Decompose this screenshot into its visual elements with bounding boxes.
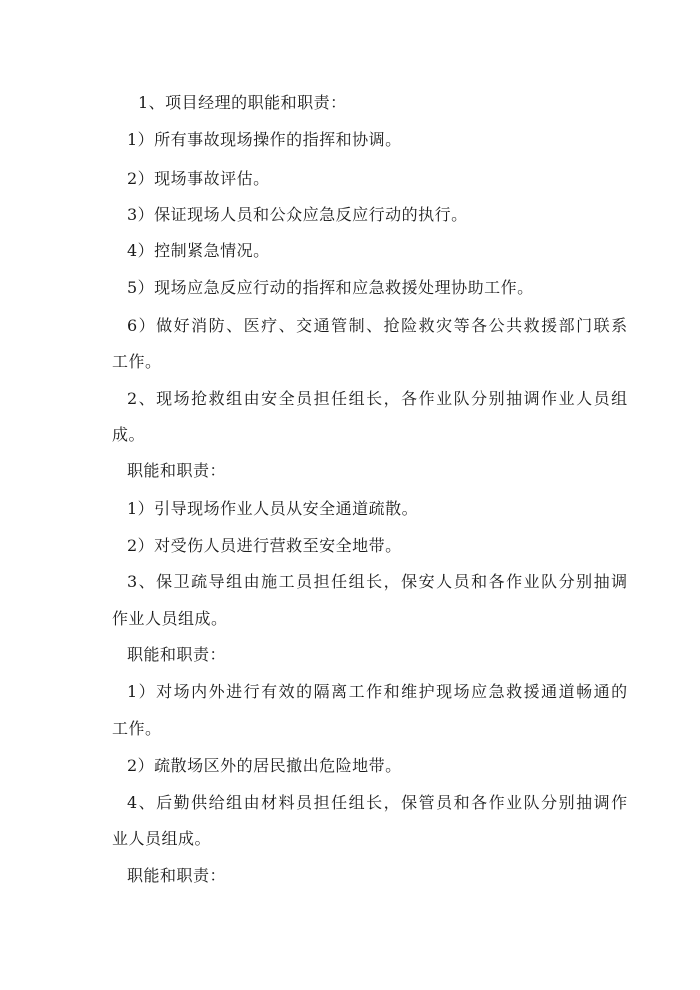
duty-item-1: 1）对场内外进行有效的隔离工作和维护现场应急救援通道畅通的 [127, 682, 629, 701]
duty-item-2: 2）现场事故评估。 [127, 169, 270, 188]
duty-item-1: 1）所有事故现场操作的指挥和协调。 [127, 130, 402, 149]
duty-item-1: 1）引导现场作业人员从安全通道疏散。 [127, 499, 419, 518]
duty-item-4: 4）控制紧急情况。 [127, 241, 270, 260]
duty-item-3: 3）保证现场人员和公众应急反应行动的执行。 [127, 205, 468, 224]
section-heading-4-continued: 业人员组成。 [112, 829, 212, 848]
duty-item-2: 2）疏散场区外的居民撤出危险地带。 [127, 756, 402, 775]
duties-label: 职能和职责： [127, 866, 227, 885]
section-heading-3-continued: 作业人员组成。 [112, 609, 228, 628]
duty-item-1-continued: 工作。 [112, 719, 162, 738]
section-heading-2: 2、现场抢救组由安全员担任组长，各作业队分别抽调作业人员组 [127, 389, 629, 408]
section-heading-2-continued: 成。 [112, 425, 146, 444]
duty-item-2: 2）对受伤人员进行营救至安全地带。 [127, 536, 402, 555]
duties-label: 职能和职责： [127, 461, 227, 480]
duty-item-5: 5）现场应急反应行动的指挥和应急救援处理协助工作。 [127, 278, 534, 297]
section-heading-1: 1、项目经理的职能和职责： [138, 93, 347, 112]
section-heading-3: 3、保卫疏导组由施工员担任组长，保安人员和各作业队分别抽调 [127, 572, 629, 591]
duty-item-6: 6）做好消防、医疗、交通管制、抢险救灾等各公共救援部门联系 [127, 316, 629, 335]
duty-item-6-continued: 工作。 [112, 352, 162, 371]
section-heading-4: 4、后勤供给组由材料员担任组长，保管员和各作业队分别抽调作 [127, 793, 629, 812]
duties-label: 职能和职责： [127, 645, 227, 664]
